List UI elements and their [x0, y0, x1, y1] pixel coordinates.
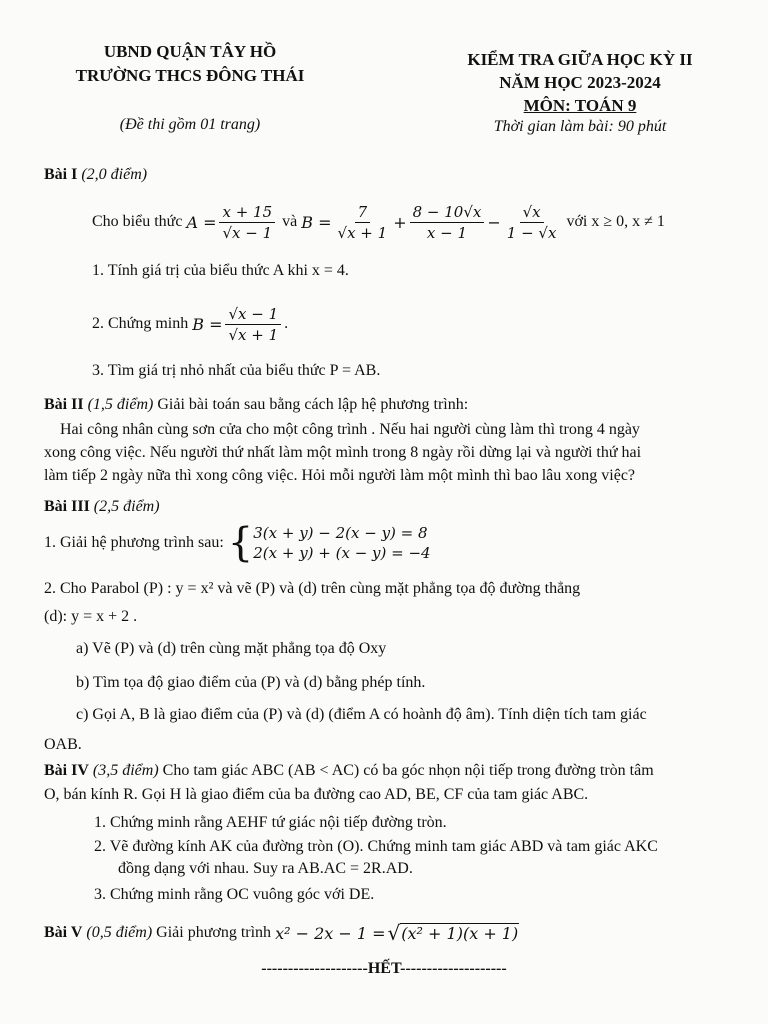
bai1-q2-denominator: √x + 1 — [228, 325, 279, 344]
bai2-heading — [44, 396, 468, 414]
bai1-q3: 3. Tìm giá trị nhỏ nhất của biểu thức P = AB. — [92, 362, 381, 379]
bai5-lhs: x² − 2x − 1 = — [275, 923, 386, 943]
system-eq2: 2(x + y) + (x − y) = −4 — [253, 544, 431, 562]
bai3-q1 — [44, 520, 431, 566]
bai1-title: Bài I — [44, 166, 78, 183]
bai3-heading — [44, 498, 160, 516]
B-term3 — [504, 203, 560, 242]
bai3-q1-prefix: 1. Giải hệ phương trình sau: — [44, 534, 224, 551]
bai5-points: (0,5 điểm) — [86, 924, 153, 941]
bai3-qc-line1: c) Gọi A, B là giao điểm của (P) và (d) (điểm A có hoành độ âm). Tính diện tích tam giác — [76, 706, 647, 723]
minus-sign: − — [487, 212, 501, 232]
bai3-title: Bài III — [44, 498, 90, 515]
bai5 — [44, 918, 519, 948]
A-fraction — [219, 203, 275, 242]
A-label: A = — [186, 212, 217, 232]
bai1-intro: Cho biểu thức — [92, 213, 183, 230]
bai5-lead: Giải phương trình — [156, 924, 272, 941]
bai5-rhs: (x² + 1)(x + 1) — [401, 924, 519, 943]
bai4-heading — [44, 762, 654, 780]
school-year: NĂM HỌC 2023-2024 — [499, 73, 661, 92]
bai1-q1: 1. Tính giá trị của biểu thức A khi x = 4. — [92, 262, 349, 279]
condition: với x ≥ 0, x ≠ 1 — [566, 213, 665, 230]
bai3-qa: a) Vẽ (P) và (d) trên cùng mặt phẳng tọa độ Oxy — [76, 640, 387, 657]
B-term3-denominator: 1 − √x — [506, 223, 557, 242]
bai5-title: Bài V — [44, 924, 83, 941]
bai1-points: (2,0 điểm) — [81, 166, 148, 183]
bai2-line3: làm tiếp 2 ngày nữa thì xong công việc. Hỏi mỗi người làm một mình thì bao lâu xong việc? — [44, 467, 636, 484]
bai3-points: (2,5 điểm) — [93, 498, 160, 515]
bai4-q3: 3. Chứng minh rằng OC vuông góc với DE. — [94, 886, 375, 903]
bai2-points: (1,5 điểm) — [87, 396, 154, 413]
bai4-points: (3,5 điểm) — [92, 762, 159, 779]
page-count-note: (Đề thi gồm 01 trang) — [119, 116, 261, 133]
equation-system — [253, 523, 430, 563]
A-numerator: x + 15 — [219, 203, 275, 223]
bai1-expression — [92, 200, 665, 244]
bai3-qc-line2: OAB. — [44, 736, 82, 753]
bai2-lead: Giải bài toán sau bằng cách lập hệ phương trình: — [157, 396, 469, 413]
and-word: và — [282, 213, 298, 230]
A-denominator: √x − 1 — [222, 223, 273, 242]
B-term1-numerator: 7 — [355, 203, 371, 223]
system-eq1: 3(x + y) − 2(x − y) = 8 — [253, 524, 428, 542]
B-term2-numerator: 8 − 10√x — [410, 203, 485, 223]
bai3-q2-line1: 2. Cho Parabol (P) : y = x² và vẽ (P) và (d) trên cùng mặt phẳng tọa độ đường thẳng — [44, 580, 581, 597]
system-brace: { — [227, 520, 254, 566]
B-term1-denominator: √x + 1 — [337, 223, 388, 242]
plus-sign: + — [393, 212, 407, 232]
B-term2-denominator: x − 1 — [426, 223, 468, 242]
bai2-title: Bài II — [44, 396, 84, 413]
B-term3-numerator: √x — [520, 203, 544, 223]
end-mark: --------------------HẾT-------------------- — [261, 960, 507, 977]
bai2-line2: xong công việc. Nếu người thứ nhất làm một mình trong 8 ngày rồi dừng lại và người thứ hai — [44, 444, 642, 461]
bai4-q2-line1: 2. Vẽ đường kính AK của đường tròn (O). Chứng minh tam giác ABD và tam giác AKC — [94, 838, 658, 855]
bai4-q1: 1. Chứng minh rằng AEHF tứ giác nội tiếp đường tròn. — [94, 814, 447, 831]
subject: MÔN: TOÁN 9 — [523, 96, 637, 115]
B-label: B = — [301, 212, 332, 232]
sqrt-sign: √ — [387, 921, 401, 945]
exam-title: KIỂM TRA GIỮA HỌC KỲ II — [467, 50, 693, 69]
bai4-lead: Cho tam giác ABC (AB < AC) có ba góc nhọn nội tiếp trong đường tròn tâm — [162, 762, 654, 779]
school-name: TRƯỜNG THCS ĐÔNG THÁI — [75, 66, 305, 85]
B-term2 — [410, 203, 485, 242]
bai4-q2-line2: đồng dạng với nhau. Suy ra AB.AC = 2R.AD. — [118, 860, 413, 877]
bai2-line1: Hai công nhân cùng sơn cửa cho một công trình . Nếu hai người cùng làm thì trong 4 ngày — [60, 421, 640, 438]
bai4-title: Bài IV — [44, 762, 89, 779]
bai3-qb: b) Tìm tọa độ giao điểm của (P) và (d) bằng phép tính. — [76, 674, 426, 691]
bai1-q2-numerator: √x − 1 — [225, 305, 281, 325]
bai1-q2-lhs: B = — [192, 314, 223, 334]
bai1-q2-fraction — [225, 305, 281, 344]
B-term1 — [335, 203, 391, 242]
bai1-q2-prefix: 2. Chứng minh — [92, 315, 189, 332]
bai4-lead2: O, bán kính R. Gọi H là giao điểm của ba đường cao AD, BE, CF của tam giác ABC. — [44, 786, 589, 803]
bai3-q2-line2: (d): y = x + 2 . — [44, 608, 138, 625]
bai1-q2 — [92, 302, 288, 346]
school-district: UBND QUẬN TÂY HỒ — [103, 42, 277, 61]
bai1-heading — [44, 166, 147, 184]
exam-duration: Thời gian làm bài: 90 phút — [493, 118, 667, 135]
bai1-q2-end: . — [284, 315, 289, 332]
